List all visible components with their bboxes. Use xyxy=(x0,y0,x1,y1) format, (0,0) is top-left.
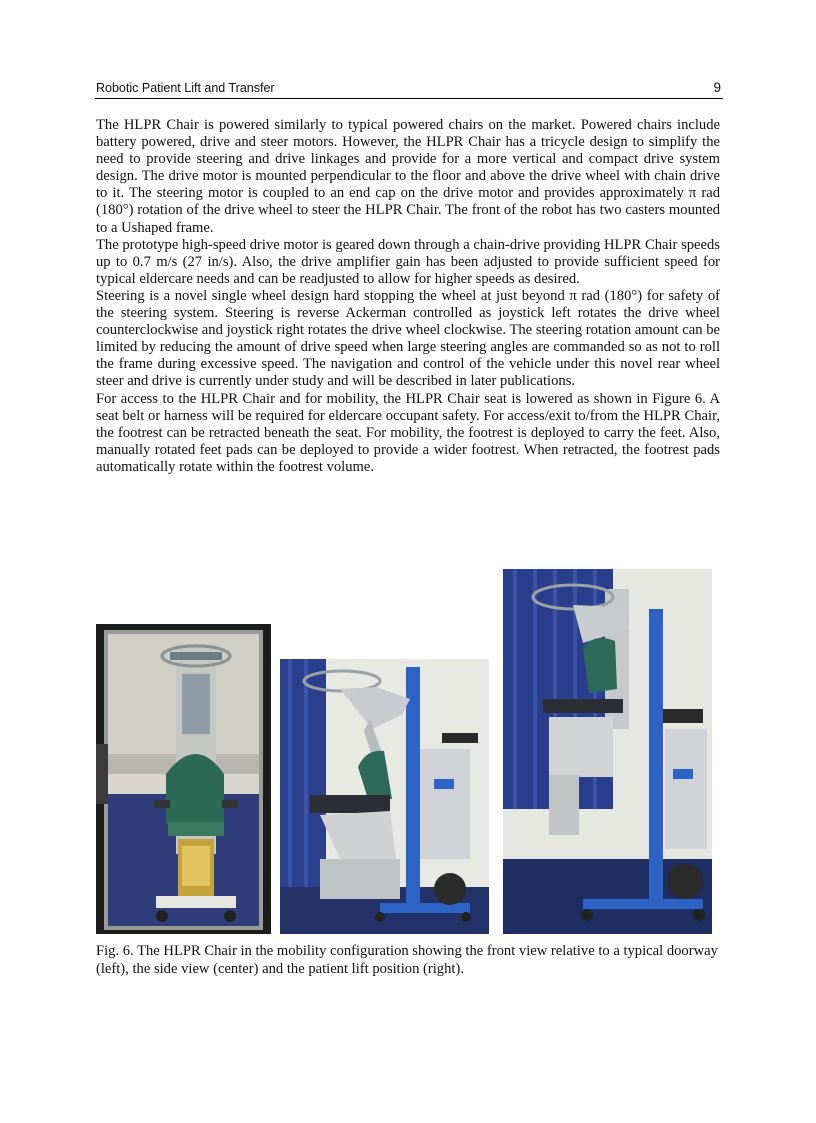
paragraph: For access to the HLPR Chair and for mobility, the HLPR Chair seat is lowered as shown in Figure 6. A seat belt or harness will be required for eldercare occupant safety. For access/exit to/from the HLPR Chair, the footrest can be retracted beneath the seat. For mobility, the footrest is deployed to carry the feet. Also, manually rotated feet pads can be deployed to provide a wider footrest. When retracted, the footrest pads automatically rotate within the footrest volume. xyxy=(96,390,720,475)
running-title: Robotic Patient Lift and Transfer xyxy=(96,81,275,95)
photo-side-view-illustration xyxy=(280,659,489,934)
paragraph: The prototype high-speed drive motor is geared down through a chain-drive providing HLPR Chair speeds up to 0.7 m/s (27 in/s). Also, the drive amplifier gain has been adjusted to provide sufficient speed for typical eldercare needs and can be readjusted to allow for higher speeds as desired. xyxy=(96,236,720,287)
photo-front-view-illustration xyxy=(96,624,271,934)
running-header xyxy=(95,80,723,99)
photo-patient-lift-position xyxy=(503,569,712,934)
body-text xyxy=(96,117,720,476)
photo-lift-illustration xyxy=(503,569,712,934)
paragraph: The HLPR Chair is powered similarly to typical powered chairs on the market. Powered chairs include battery powered, drive and steer motors. However, the HLPR Chair has a tricycle design to simplify the need to provide steering and drive linkages and provide for a more vertical and compact drive system design. The drive motor is mounted perpendicular to the floor and above the drive wheel with chain drive to it. The steering motor is coupled to an end cap on the drive motor and provides approximately π rad (180°) rotation of the drive wheel to steer the HLPR Chair. The front of the robot has two casters mounted to a Ushaped frame. xyxy=(96,117,720,236)
photo-front-view-doorway xyxy=(96,624,271,934)
paragraph: Steering is a novel single wheel design hard stopping the wheel at just beyond π rad (180°) for safety of the steering system. Steering is reverse Ackerman controlled as joystick left rotates the drive wheel counterclockwise and joystick right rotates the drive wheel clockwise. The steering rotation amount can be limited by reducing the amount of drive speed when large steering angles are commanded so as not to roll the frame during excessive speed. The navigation and control of the vehicle under this novel rear wheel steer and drive is currently under study and will be described in later publications. xyxy=(96,287,720,390)
page-number: 9 xyxy=(713,80,721,95)
photo-side-view xyxy=(280,659,489,934)
figure-caption: Fig. 6. The HLPR Chair in the mobility configuration showing the front view relative to a typical doorway (left), the side view (center) and the patient lift position (right). xyxy=(96,943,718,977)
